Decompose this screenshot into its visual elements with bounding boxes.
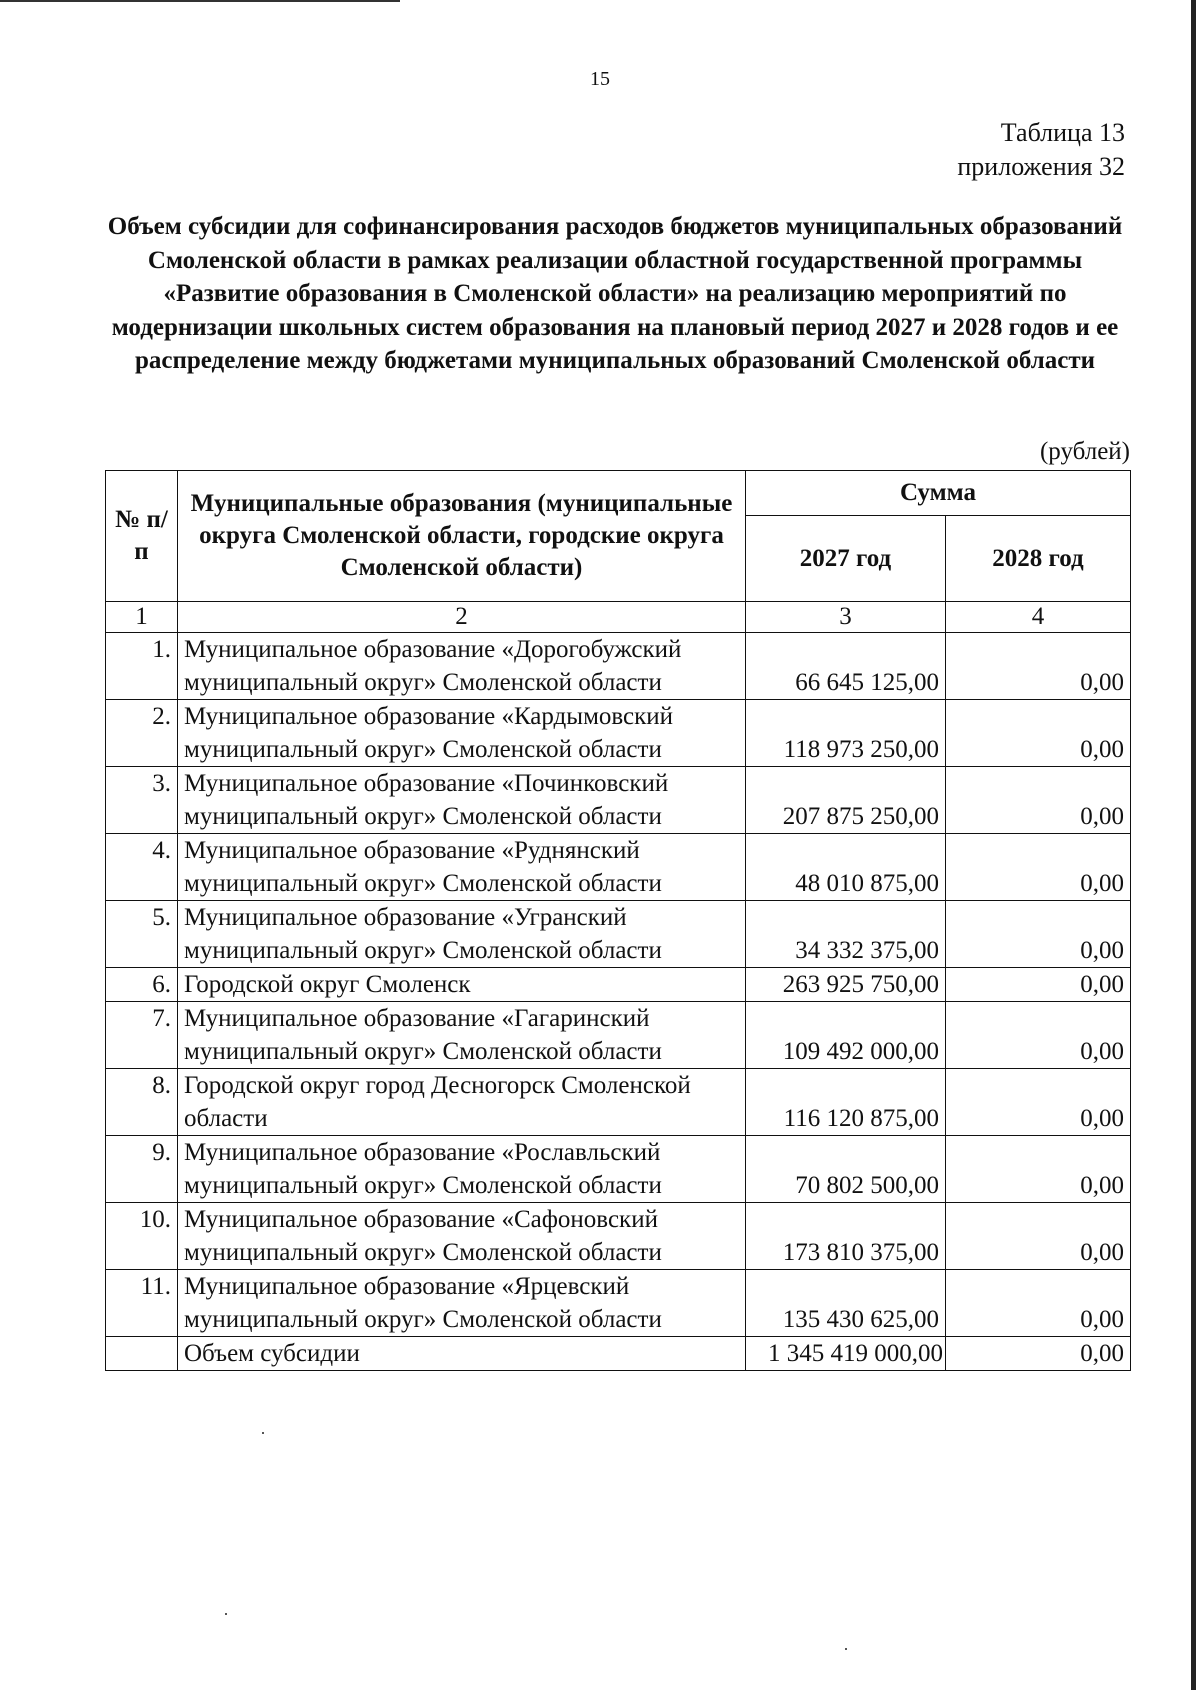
row-amount-2027: 118 973 250,00 xyxy=(746,700,946,767)
row-municipality: Муниципальное образование «Руднянский муниципальный округ» Смоленской области xyxy=(178,834,746,901)
row-amount-2028: 0,00 xyxy=(946,1002,1131,1069)
table-row xyxy=(106,633,1131,700)
row-amount-2027: 263 925 750,00 xyxy=(746,968,946,1002)
row-number: 10. xyxy=(106,1203,178,1270)
row-amount-2027: 109 492 000,00 xyxy=(746,1002,946,1069)
row-municipality: Муниципальное образование «Угранский муниципальный округ» Смоленской области xyxy=(178,901,746,968)
column-number: 2 xyxy=(178,602,746,633)
row-municipality: Городской округ город Десногорск Смоленской области xyxy=(178,1069,746,1136)
row-amount-2028: 0,00 xyxy=(946,1203,1131,1270)
column-number: 4 xyxy=(946,602,1131,633)
scan-speck xyxy=(262,1432,264,1434)
row-amount-2028: 0,00 xyxy=(946,834,1131,901)
row-amount-2028: 0,00 xyxy=(946,968,1131,1002)
scan-top-rule xyxy=(0,0,400,2)
row-municipality: Муниципальное образование «Дорогобужский муниципальный округ» Смоленской области xyxy=(178,633,746,700)
row-amount-2028: 0,00 xyxy=(946,700,1131,767)
row-amount-2028: 0,00 xyxy=(946,901,1131,968)
table-row xyxy=(106,901,1131,968)
document-title: Объем субсидии для софинансирования расходов бюджетов муниципальных образований Смоленской области в рамках реализации областной государственной программы «Развитие образования в Смоленской области» на реализацию мероприятий по модернизации школьных систем образования на плановый период 2027 и 2028 годов и ее распределение между бюджетами муниципальных образований Смоленской области xyxy=(107,213,1123,374)
table-row xyxy=(106,968,1131,1002)
column-number: 3 xyxy=(746,602,946,633)
row-amount-2028: 0,00 xyxy=(946,1270,1131,1337)
units-label: (рублей) xyxy=(1039,438,1130,465)
row-amount-2027: 135 430 625,00 xyxy=(746,1270,946,1337)
table-row xyxy=(106,767,1131,834)
column-number: 1 xyxy=(106,602,178,633)
row-municipality: Муниципальное образование «Ярцевский муниципальный округ» Смоленской области xyxy=(178,1270,746,1337)
row-amount-2027: 70 802 500,00 xyxy=(746,1136,946,1203)
total-amount-2027: 1 345 419 000,00 xyxy=(746,1337,946,1371)
header-row-1 xyxy=(106,471,1131,516)
table-row xyxy=(106,1002,1131,1069)
scan-speck xyxy=(225,1613,227,1615)
row-number: 7. xyxy=(106,1002,178,1069)
row-amount-2027: 48 010 875,00 xyxy=(746,834,946,901)
row-amount-2027: 66 645 125,00 xyxy=(746,633,946,700)
table-row xyxy=(106,1069,1131,1136)
header-year-2028: 2028 год xyxy=(946,516,1131,602)
row-number: 8. xyxy=(106,1069,178,1136)
row-municipality: Муниципальное образование «Гагаринский муниципальный округ» Смоленской области xyxy=(178,1002,746,1069)
subsidy-table xyxy=(105,470,1131,1371)
row-number: 3. xyxy=(106,767,178,834)
header-sum: Сумма xyxy=(746,471,1131,516)
row-amount-2027: 116 120 875,00 xyxy=(746,1069,946,1136)
table-row xyxy=(106,1270,1131,1337)
header-num: № п/п xyxy=(106,471,178,602)
row-municipality: Муниципальное образование «Сафоновский муниципальный округ» Смоленской области xyxy=(178,1203,746,1270)
total-row xyxy=(106,1337,1131,1371)
total-label: Объем субсидии xyxy=(178,1337,746,1371)
table-row xyxy=(106,1203,1131,1270)
row-municipality: Городской округ Смоленск xyxy=(178,968,746,1002)
row-number: 2. xyxy=(106,700,178,767)
row-amount-2028: 0,00 xyxy=(946,633,1131,700)
row-number: 1. xyxy=(106,633,178,700)
row-number: 9. xyxy=(106,1136,178,1203)
total-amount-2028: 0,00 xyxy=(946,1337,1131,1371)
table-reference xyxy=(957,116,1125,184)
row-number: 6. xyxy=(106,968,178,1002)
row-municipality: Муниципальное образование «Починковский муниципальный округ» Смоленской области xyxy=(178,767,746,834)
page-number: 15 xyxy=(590,68,610,90)
row-amount-2027: 34 332 375,00 xyxy=(746,901,946,968)
row-amount-2028: 0,00 xyxy=(946,1136,1131,1203)
scan-speck xyxy=(845,1648,847,1650)
row-municipality: Муниципальное образование «Рославльский муниципальный округ» Смоленской области xyxy=(178,1136,746,1203)
row-amount-2028: 0,00 xyxy=(946,767,1131,834)
row-amount-2027: 173 810 375,00 xyxy=(746,1203,946,1270)
scan-right-edge xyxy=(1191,0,1196,1690)
table-row xyxy=(106,834,1131,901)
table-row xyxy=(106,700,1131,767)
row-number: 4. xyxy=(106,834,178,901)
table-ref-line1: Таблица 13 xyxy=(1000,118,1125,147)
table-row xyxy=(106,1136,1131,1203)
table-ref-line2: приложения 32 xyxy=(957,152,1125,181)
total-row-number-empty xyxy=(106,1337,178,1371)
row-amount-2028: 0,00 xyxy=(946,1069,1131,1136)
header-year-2027: 2027 год xyxy=(746,516,946,602)
row-municipality: Муниципальное образование «Кардымовский муниципальный округ» Смоленской области xyxy=(178,700,746,767)
header-name: Муниципальные образования (муниципальные округа Смоленской области, городские округа Смоленской области) xyxy=(178,471,746,602)
column-numbers-row xyxy=(106,602,1131,633)
row-amount-2027: 207 875 250,00 xyxy=(746,767,946,834)
row-number: 5. xyxy=(106,901,178,968)
row-number: 11. xyxy=(106,1270,178,1337)
